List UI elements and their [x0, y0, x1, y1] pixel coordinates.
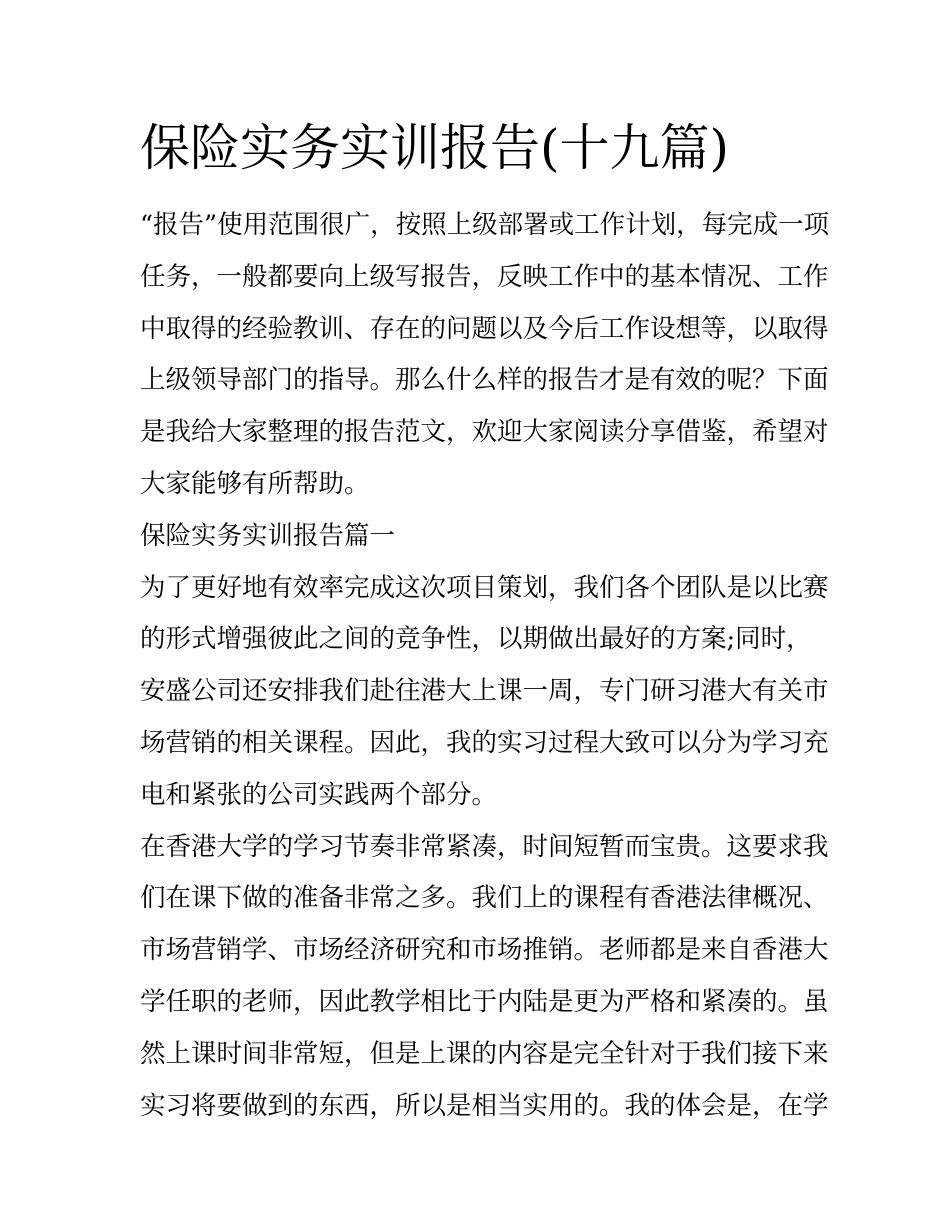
text-line: 上级领导部门的指导。那么什么样的报告才是有效的呢？下面 [140, 365, 829, 396]
text-line: 市场营销学、市场经济研究和市场推销。老师都是来自香港大 [140, 935, 829, 966]
text-line: 是我给大家整理的报告范文，欢迎大家阅读分享借鉴，希望对 [140, 417, 829, 448]
text-line: 大家能够有所帮助。 [140, 468, 370, 499]
text-line: 安盛公司还安排我们赴往港大上课一周，专门研习港大有关市 [140, 676, 829, 707]
text-line: 为了更好地有效率完成这次项目策划，我们各个团队是以比赛 [140, 572, 829, 603]
text-line: 场营销的相关课程。因此，我的实习过程大致可以分为学习充 [140, 727, 829, 758]
section-heading: 保险实务实训报告篇一 [140, 520, 396, 551]
document-title: 保险实务实训报告(十九篇) [140, 119, 730, 177]
text-line: 们在课下做的准备非常之多。我们上的课程有香港法律概况、 [140, 883, 829, 914]
text-line: 的形式增强彼此之间的竞争性，以期做出最好的方案;同时， [140, 624, 812, 655]
document-body [140, 200, 830, 1132]
text-line: 任务，一般都要向上级写报告，反映工作中的基本情况、工作 [140, 261, 829, 292]
text-line: 然上课时间非常短，但是上课的内容是完全针对于我们接下来 [140, 1038, 829, 1069]
text-line: 电和紧张的公司实践两个部分。 [140, 779, 498, 810]
text-line: 实习将要做到的东西，所以是相当实用的。我的体会是，在学 [140, 1090, 829, 1121]
text-line: 学任职的老师，因此教学相比于内陆是更为严格和紧凑的。虽 [140, 986, 829, 1017]
text-line: 中取得的经验教训、存在的问题以及今后工作设想等，以取得 [140, 313, 829, 344]
text-line: 在香港大学的学习节奏非常紧凑，时间短暂而宝贵。这要求我 [140, 831, 829, 862]
text-line: “报告”使用范围很广，按照上级部署或工作计划，每完成一项 [140, 210, 830, 240]
